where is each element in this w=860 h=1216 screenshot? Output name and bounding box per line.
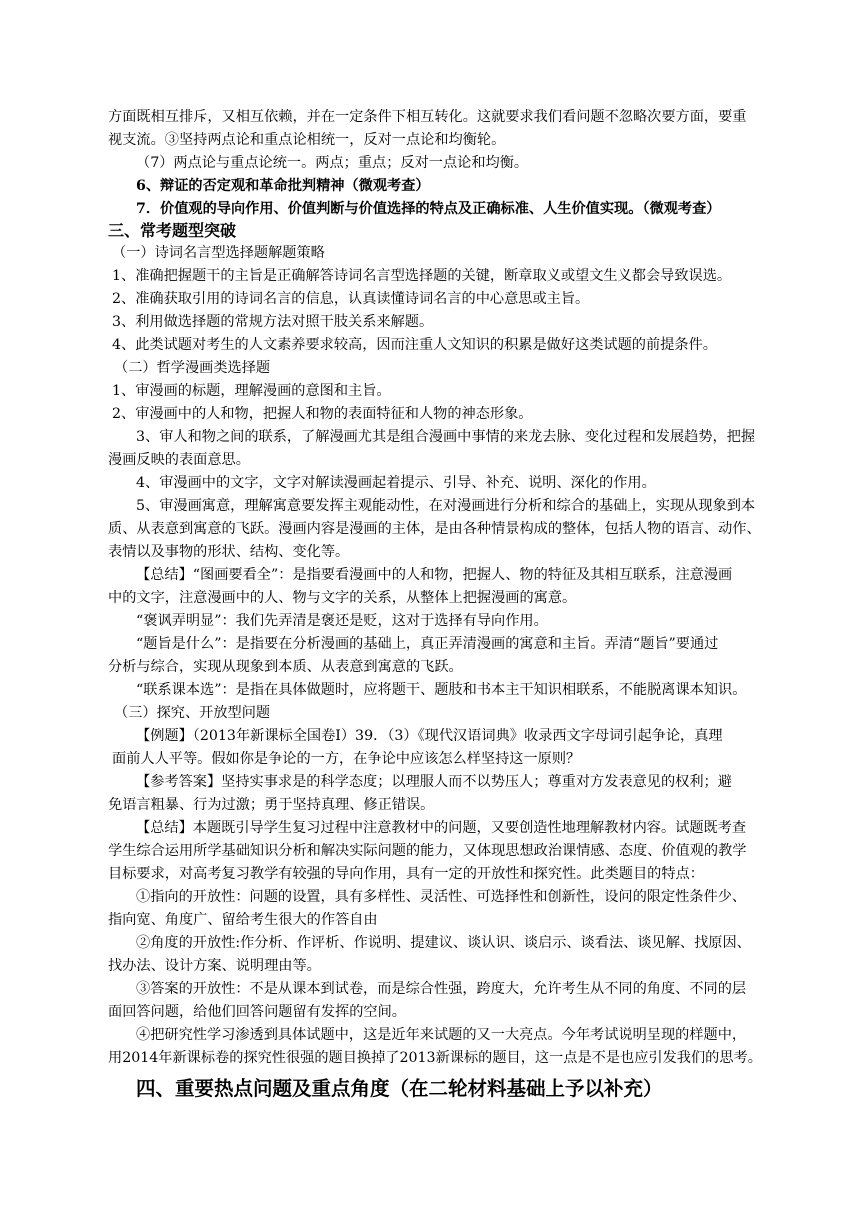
text-line: （7）两点论与重点论统一。两点；重点；反对一点论和均衡。 [136,155,529,171]
text-line: 4、审漫画中的文字，文字对解读漫画起着提示、引导、补充、说明、深化的作用。 [136,475,656,491]
text-line: ②角度的开放性:作分析、作评析、作说明、提建议、谈认识、谈启示、谈看法、谈见解、找原因、 [136,935,751,951]
summary-line: 【总结】“图画要看全”：是指要看漫画中的人和物，把握人、物的特征及其相互联系，注意漫画 [136,567,733,583]
text-line: 质、从表意到寓意的飞跃。漫画内容是漫画的主体，是由各种情景构成的整体，包括人物的语言、动作、 [108,521,761,537]
subsection-heading-2: （二）哲学漫画类选择题 [114,360,271,376]
text-line: 目标要求，对高考复习教学有较强的导向作用，具有一定的开放性和探究性。此类题目的特点： [108,866,704,882]
text-line: 中的文字，注意漫画中的人、物与文字的关系，从整体上把握漫画的寓意。 [108,590,577,606]
section-item-6: 6、辩证的否定观和革命批判精神（微观考查） [136,178,430,194]
text-line: 5、审漫画寓意，理解寓意要发挥主观能动性，在对漫画进行分析和综合的基础上，实现从现象到本 [136,498,756,514]
text-line: 方面既相互排斥，又相互依赖，并在一定条件下相互转化。这就要求我们看问题不忽略次要方面，要重 [108,109,747,125]
section-item-7: 7．价值观的导向作用、价值判断与价值选择的特点及正确标准、人生价值实现。（微观考查） [136,201,721,217]
text-line: 1、审漫画的标题，理解漫画的意图和主旨。 [112,383,391,399]
text-line: 3、审人和物之间的联系，了解漫画尤其是组合漫画中事情的来龙去脉、变化过程和发展趋势，把握 [136,429,756,445]
text-line: 漫画反映的表面意思。 [108,452,250,468]
text-line: 表情以及事物的形状、结构、变化等。 [108,544,350,560]
text-line: 2、审漫画中的人和物，把握人和物的表面特征和人物的神态形象。 [112,406,533,422]
text-line: “褒讽弄明显”：我们先弄清是褒还是贬，这对于选择有导向作用。 [136,613,548,629]
section-heading-4: 四、重要热点问题及重点角度（在二轮材料基础上予以补充） [136,1077,663,1100]
text-line: “联系课本选”：是指在具体做题时，应将题干、题肢和书本主干知识相联系，不能脱离课本知识。 [136,682,747,698]
text-line: 4、此类试题对考生的人文素养要求较高，因而注重人文知识的积累是做好这类试题的前提条件。 [112,337,717,353]
example-line: 【例题】（2013年新课标全国卷Ⅰ）39．（3）《现代汉语词典》收录西文字母词引起争论，真理 [136,728,723,744]
text-line: 用2014年新课标卷的探究性很强的题目换掉了2013新课标的题目，这一点是不是也应引发我们的思考。 [108,1050,762,1066]
text-line: 找办法、设计方案、说明理由等。 [108,958,321,974]
subsection-heading-1: （一）诗词名言型选择题解题策略 [112,245,325,261]
section-heading-3: 三、常考题型突破 [108,221,237,240]
text-line: 分析与综合，实现从现象到本质、从表意到寓意的飞跃。 [108,659,463,675]
answer-line: 【参考答案】坚持实事求是的科学态度；以理服人而不以势压人；尊重对方发表意见的权利；避 [136,774,732,790]
text-line: 面回答问题，给他们回答问题留有发挥的空间。 [108,1004,406,1020]
text-line: “题旨是什么”：是指要在分析漫画的基础上，真正弄清漫画的寓意和主旨。弄清“题旨”要通过 [136,636,719,652]
text-line: 视支流。③坚持两点论和重点论相统一，反对一点论和均衡轮。 [108,132,506,148]
text-line: 面前人人平等。假如你是争论的一方，在争论中应该怎么样坚持这一原则？ [112,751,581,767]
summary-line: 【总结】本题既引导学生复习过程中注意教材中的问题，又要创造性地理解教材内容。试题既考查 [136,820,747,836]
text-line: ④把研究性学习渗透到具体试题中，这是近年来试题的又一大亮点。今年考试说明呈现的样题中， [136,1027,747,1043]
text-line: 3、利用做选择题的常规方法对照干肢关系来解题。 [112,314,434,330]
text-line: 免语言粗暴、行为过激；勇于坚持真理、修正错误。 [108,797,435,813]
subsection-heading-3: （三）探究、开放型问题 [114,705,271,721]
text-line: ①指向的开放性：问题的设置，具有多样性、灵活性、可选择性和创新性，设问的限定性条件少、 [136,889,747,905]
text-line: ③答案的开放性：不是从课本到试卷，而是综合性强，跨度大，允许考生从不同的角度、不同的层 [136,981,747,997]
text-line: 学生综合运用所学基础知识分析和解决实际问题的能力，又体现思想政治课情感、态度、价值观的教学 [108,843,747,859]
text-line: 2、准确获取引用的诗词名言的信息，认真读懂诗词名言的中心意思或主旨。 [112,291,590,307]
text-line: 1、准确把握题干的主旨是正确解答诗词名言型选择题的关键，断章取义或望文生义都会导致误选。 [112,268,732,284]
text-line: 指向宽、角度广、留给考生很大的作答自由 [108,912,378,928]
